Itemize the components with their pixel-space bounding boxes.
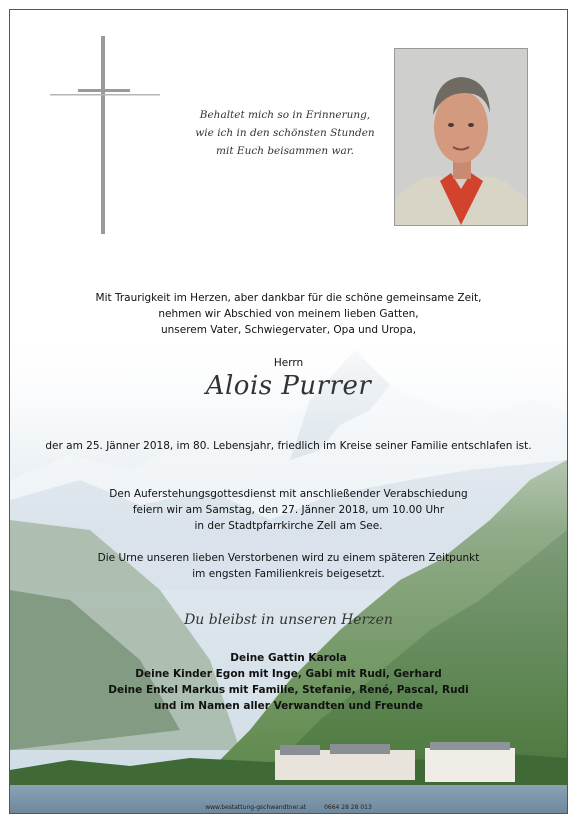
service-line: in der Stadtpfarrkirche Zell am See. — [194, 520, 383, 532]
cross-icon — [50, 36, 160, 236]
deceased-name: Alois Purrer — [205, 371, 372, 401]
intro-line: Mit Traurigkeit im Herzen, aber dankbar für die schöne gemeinsame Zeit, — [95, 292, 482, 304]
mourner-line: und im Namen aller Verwandten und Freunde — [153, 700, 424, 712]
urn-line: im engsten Familienkreis beigesetzt. — [192, 568, 385, 580]
footer — [10, 804, 567, 811]
parte-card — [9, 9, 568, 814]
mourner-line: Deine Gattin Karola — [230, 652, 347, 664]
death-notice: der am 25. Jänner 2018, im 80. Lebensjahr, friedlich im Kreise seiner Familie entschlafen ist. — [45, 440, 532, 452]
salutation: Herrn — [273, 357, 304, 369]
motto-line: mit Euch beisammen war. — [216, 145, 354, 157]
motto-line: Behaltet mich so in Erinnerung, — [199, 109, 371, 121]
portrait-illustration — [395, 49, 527, 225]
mourner-line: Deine Kinder Egon mit Inge, Gabi mit Rudi, Gerhard — [135, 668, 442, 680]
urn-line: Die Urne unseren lieben Verstorbenen wird zu einem späteren Zeitpunkt — [97, 552, 480, 564]
intro-line: unserem Vater, Schwiegervater, Opa und Uropa, — [160, 324, 417, 336]
service-line: Den Auferstehungsgottesdienst mit anschließender Verabschiedung — [109, 488, 468, 500]
urn-text — [10, 550, 567, 582]
mourners-list — [10, 650, 567, 714]
service-line: feiern wir am Samstag, den 27. Jänner 2018, um 10.00 Uhr — [132, 504, 445, 516]
motto-line: wie ich in den schönsten Stunden — [195, 127, 375, 139]
intro-text — [10, 290, 567, 338]
footer-website[interactable]: www.bestattung-gschwandtner.at — [205, 804, 307, 811]
portrait-photo — [394, 48, 528, 226]
mourner-line: Deine Enkel Markus mit Familie, Stefanie, René, Pascal, Rudi — [108, 684, 469, 696]
intro-line: nehmen wir Abschied von meinem lieben Gatten, — [158, 308, 419, 320]
footer-phone: 0664 28 28 013 — [324, 804, 372, 811]
closing-phrase: Du bleibst in unseren Herzen — [184, 612, 393, 628]
service-text — [10, 486, 567, 534]
memorial-motto — [180, 106, 390, 160]
